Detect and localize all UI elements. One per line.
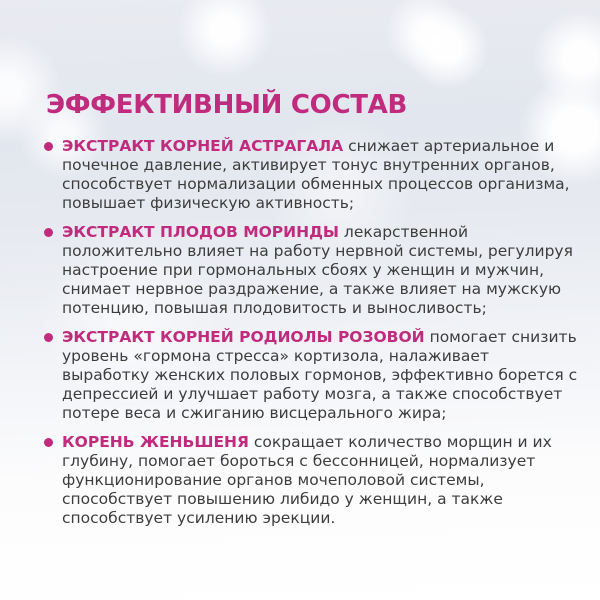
ingredient-effects: лекарственной положительно влияет на работу нервной системы, регулируя настроение при гормональных сбоях у женщин и мужчин, снимает нервное раздражение, а также влияет на мужскую потенцию, повышая плодовитость и выносливость;: [62, 223, 573, 317]
ingredient-name: ЭКСТРАКТ КОРНЕЙ АСТРАГАЛА: [62, 137, 344, 155]
content-area: [44, 90, 579, 538]
bullet-dot-icon: [44, 142, 53, 151]
page-title: ЭФФЕКТИВНЫЙ СОСТАВ: [46, 90, 408, 120]
ingredient-description: [62, 137, 579, 213]
ingredient-effects: снижает артериальное и почечное давление, активирует тонус внутренних органов, способствует нормализации обменных процессов организма, повышает физическую активность;: [62, 137, 570, 212]
ingredient-description: [62, 328, 579, 423]
list-item: [44, 137, 579, 213]
ingredient-effects: помогает снизить уровень «гормона стресса» кортизола, налаживает выработку женских половых гормонов, эффективно борется с депрессией и улучшает работу мозга, а также способствует потере веса и сжиганию висцерального жира;: [62, 328, 578, 422]
bullet-dot-icon: [44, 228, 53, 237]
ingredient-description: [62, 223, 579, 318]
ingredient-description: [62, 433, 579, 528]
ingredient-effects: сокращает количество морщин и их глубину, помогает бороться с бессонницей, нормализует функционирование органов мочеполовой системы, способствует повышению либидо у женщин, а также способствует усилению эрекции.: [62, 433, 552, 527]
bullet-dot-icon: [44, 333, 53, 342]
ingredient-name: КОРЕНЬ ЖЕНЬШЕНЯ: [62, 433, 249, 451]
list-item: [44, 328, 579, 423]
list-item: [44, 433, 579, 528]
bullet-dot-icon: [44, 438, 53, 447]
ingredient-list: [44, 137, 579, 528]
ingredient-name: ЭКСТРАКТ ПЛОДОВ МОРИНДЫ: [62, 223, 339, 241]
ingredient-name: ЭКСТРАКТ КОРНЕЙ РОДИОЛЫ РОЗОВОЙ: [62, 328, 425, 346]
list-item: [44, 223, 579, 318]
